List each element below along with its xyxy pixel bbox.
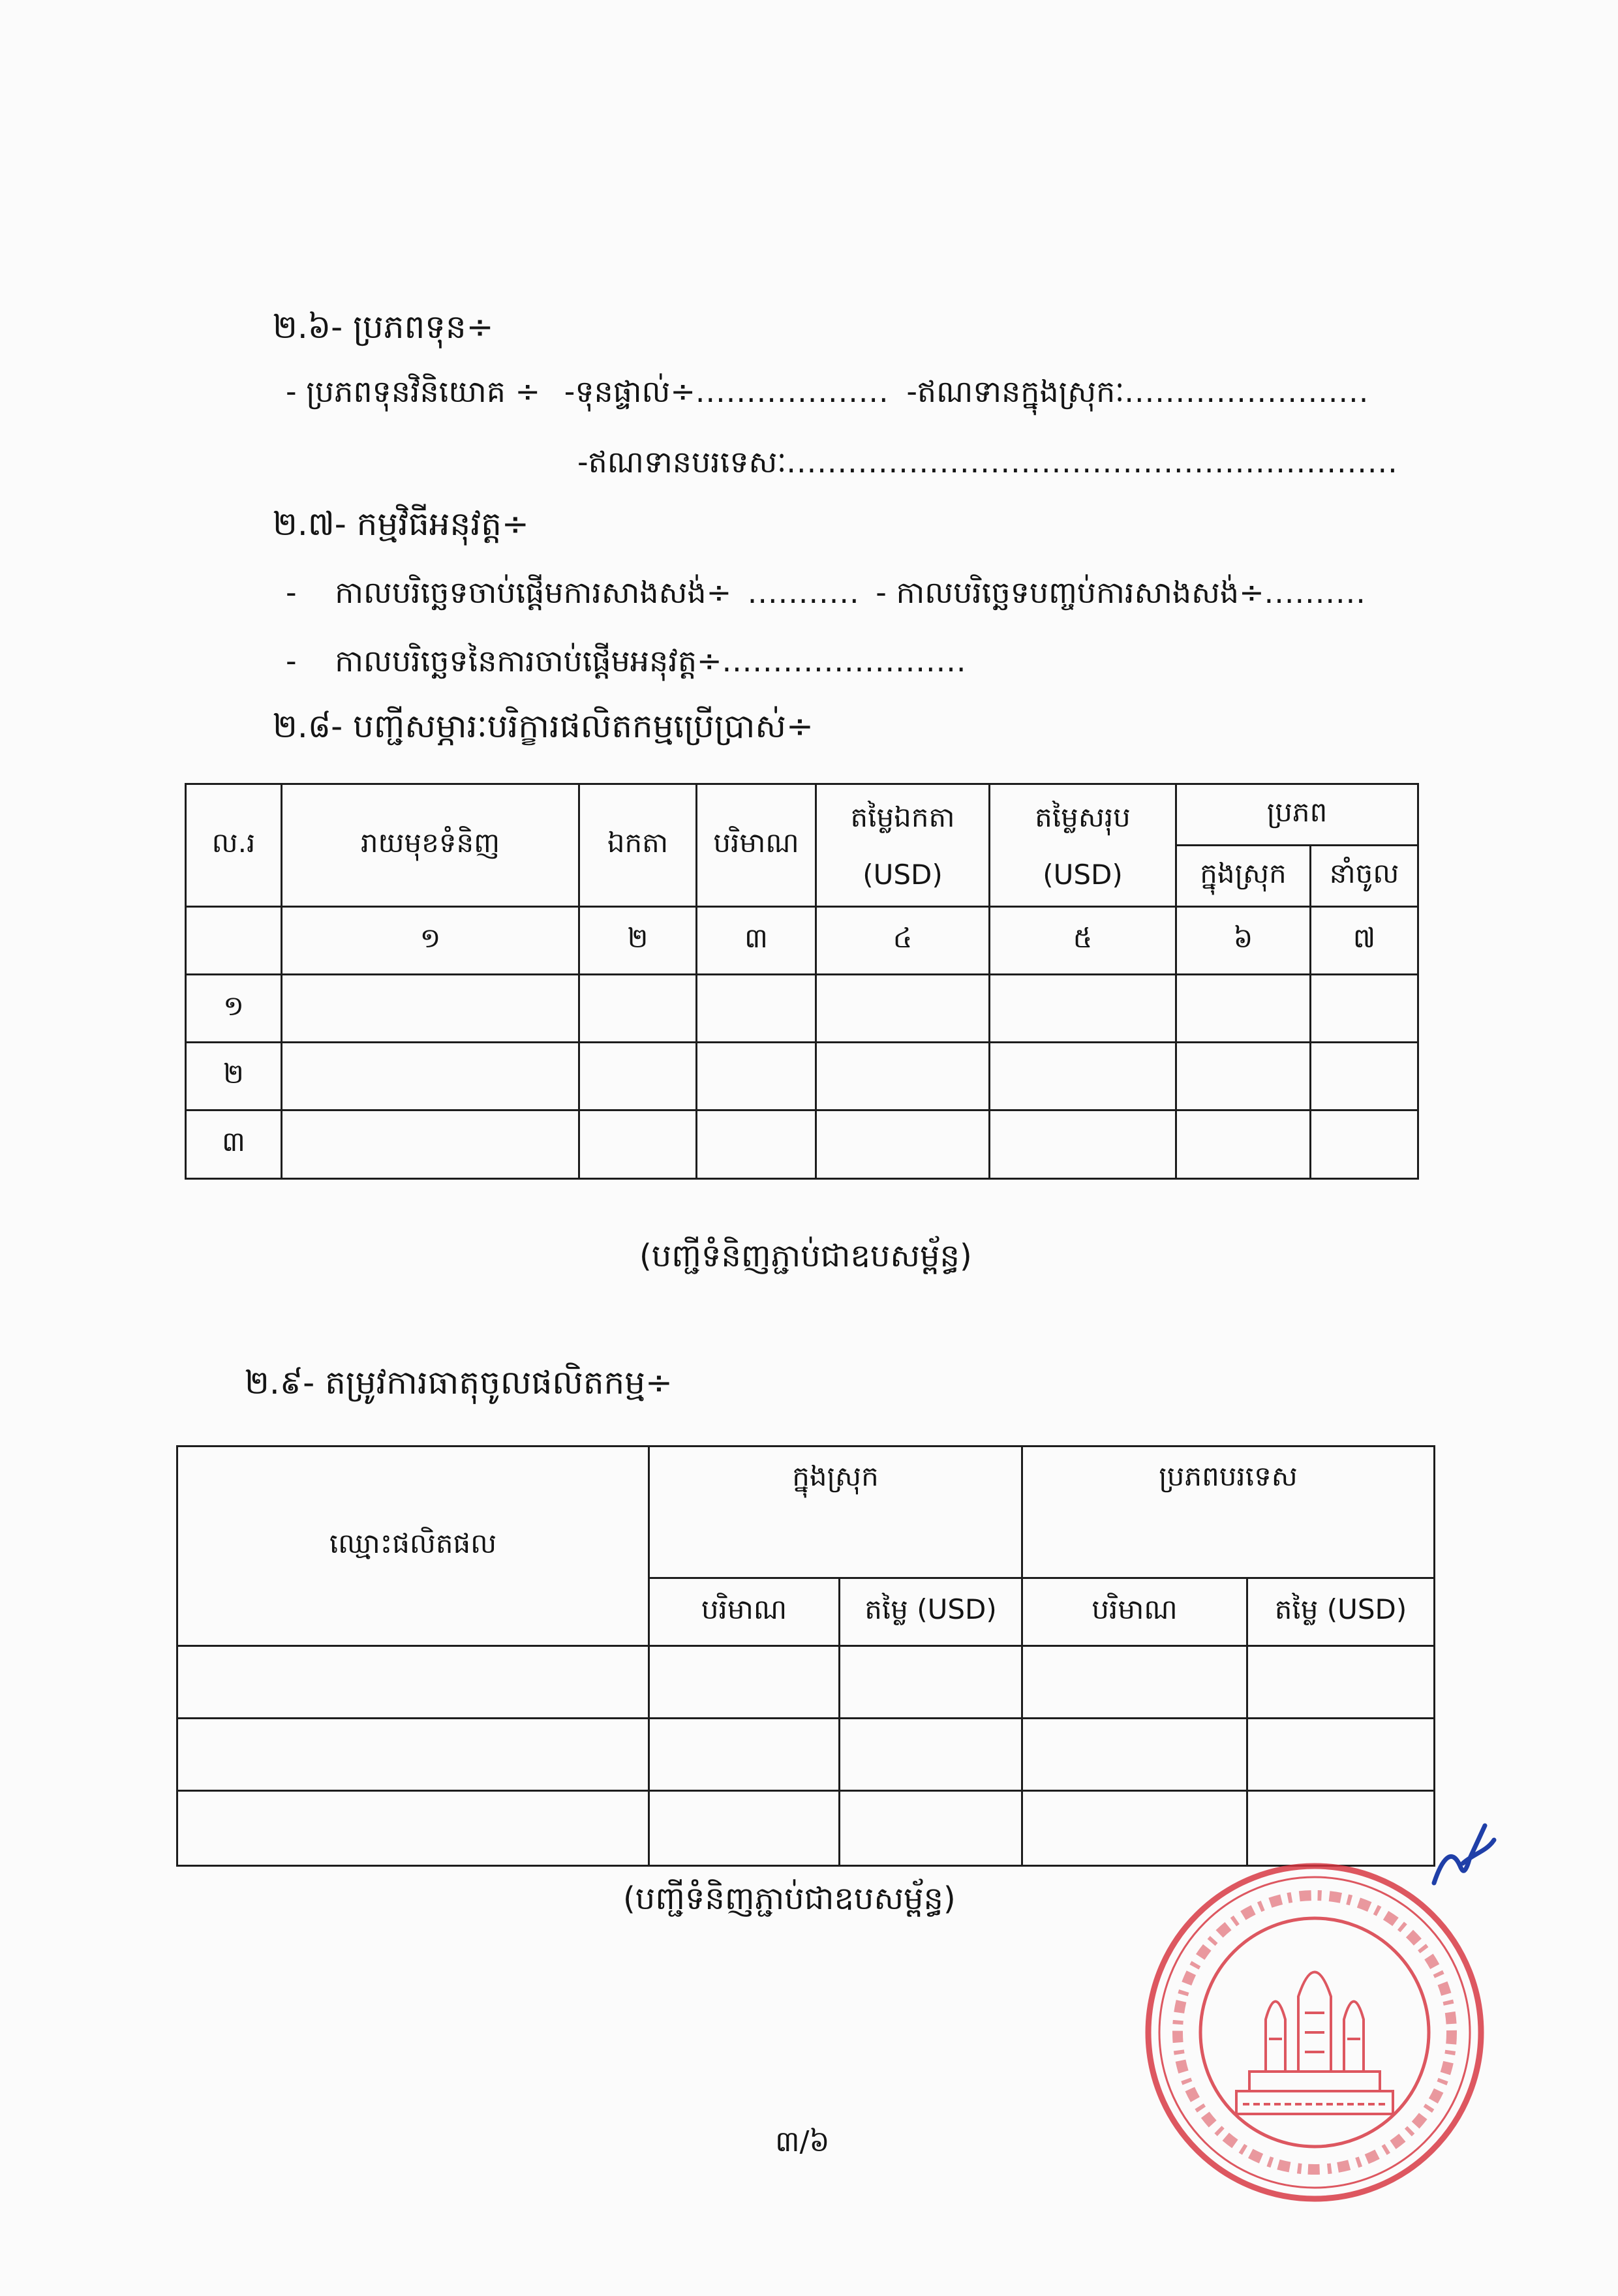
product-name-cell[interactable] — [177, 1791, 649, 1866]
operation-start-label: កាលបរិច្ឆេទនៃការចាប់ផ្តើមអនុវត្ត÷ — [335, 643, 722, 679]
column-number-cell: ៦ — [1176, 907, 1311, 975]
construction-end-field[interactable]: .......... — [1264, 575, 1366, 610]
table-row — [186, 1110, 1418, 1179]
investment-source-label: - ប្រភពទុនវិនិយោគ ÷ — [286, 374, 541, 409]
column-number-row — [186, 907, 1418, 975]
page-number: ៣/៦ — [775, 2125, 830, 2158]
construction-dates-row — [286, 574, 1366, 618]
quantity-cell[interactable] — [697, 975, 816, 1043]
domestic-loan-label: -ឥណទានក្នុងស្រុកៈ — [906, 374, 1125, 409]
section-2-6-heading: ២.៦- ប្រភពទុន÷ — [273, 308, 494, 346]
section-2-7-heading: ២.៧- កម្មវិធីអនុវត្ត÷ — [273, 505, 529, 543]
unit-price-label: តម្លៃឯកតា — [850, 801, 955, 833]
foreign-quantity-cell[interactable] — [1022, 1719, 1247, 1791]
foreign-price-cell[interactable] — [1247, 1719, 1435, 1791]
unit-cell[interactable] — [579, 1110, 697, 1179]
table-row — [177, 1719, 1435, 1791]
column-number-cell: ៧ — [1311, 907, 1418, 975]
unit-price-cell[interactable] — [816, 1043, 990, 1110]
column-number-cell: ៥ — [990, 907, 1176, 975]
section-2-9-heading: ២.៩- តម្រូវការធាតុចូលផលិតកម្ម÷ — [245, 1364, 673, 1401]
description-cell[interactable] — [282, 1043, 579, 1110]
unit-price-cell[interactable] — [816, 1110, 990, 1179]
foreign-loan-row — [577, 444, 1398, 487]
domestic-quantity-cell[interactable] — [649, 1646, 840, 1719]
table-row — [186, 975, 1418, 1043]
section-2-8-heading: ២.៨- បញ្ជីសម្ភារៈបរិក្ខារផលិតកម្មប្រើប្រាស់÷ — [273, 707, 814, 745]
total-price-cell[interactable] — [990, 1043, 1176, 1110]
foreign-quantity-cell[interactable] — [1022, 1791, 1247, 1866]
domestic-price-cell[interactable] — [840, 1646, 1022, 1719]
bullet-dash: - — [286, 575, 297, 610]
total-price-cell[interactable] — [990, 975, 1176, 1043]
column-number-cell — [186, 907, 282, 975]
header-quantity: បរិមាណ — [697, 784, 816, 907]
row-number-cell: ១ — [186, 975, 282, 1043]
operation-start-row — [286, 643, 967, 686]
unit-cell[interactable] — [579, 1043, 697, 1110]
operation-start-field[interactable]: ........................ — [722, 643, 967, 679]
row-number-cell: ៣ — [186, 1110, 282, 1179]
own-capital-field[interactable]: ................... — [695, 374, 889, 409]
total-price-currency: (USD) — [1043, 859, 1123, 891]
header-foreign-price: តម្លៃ (USD) — [1247, 1578, 1435, 1646]
domestic-cell[interactable] — [1176, 1110, 1311, 1179]
unit-cell[interactable] — [579, 975, 697, 1043]
domestic-price-cell[interactable] — [840, 1791, 1022, 1866]
quantity-cell[interactable] — [697, 1043, 816, 1110]
import-cell[interactable] — [1311, 975, 1418, 1043]
header-product-name: ឈ្មោះផលិតផល — [177, 1446, 649, 1646]
equipment-table-caption: (បញ្ជីទំនិញភ្ជាប់ជាឧបសម្ព័ន្ធ) — [639, 1238, 972, 1274]
header-unit-price — [816, 784, 990, 907]
import-cell[interactable] — [1311, 1110, 1418, 1179]
header-source-domestic: ក្នុងស្រុក — [1176, 846, 1311, 907]
domestic-cell[interactable] — [1176, 975, 1311, 1043]
foreign-loan-field[interactable]: ............................................................ — [786, 444, 1398, 480]
header-domestic-quantity: បរិមាណ — [649, 1578, 840, 1646]
domestic-quantity-cell[interactable] — [649, 1791, 840, 1866]
signature-icon — [1422, 1820, 1501, 1892]
unit-price-currency: (USD) — [862, 859, 943, 891]
product-name-cell[interactable] — [177, 1646, 649, 1719]
table-row — [177, 1646, 1435, 1719]
domestic-quantity-cell[interactable] — [649, 1719, 840, 1791]
construction-start-field[interactable]: ........... — [747, 575, 860, 610]
column-number-cell: ១ — [282, 907, 579, 975]
production-table-caption: (បញ្ជីទំនិញភ្ជាប់ជាឧបសម្ព័ន្ធ) — [623, 1880, 956, 1917]
table-row — [186, 1043, 1418, 1110]
header-total-price — [990, 784, 1176, 907]
column-number-cell: ៤ — [816, 907, 990, 975]
investment-source-row — [286, 373, 1369, 417]
foreign-loan-label: -ឥណទានបរទេសៈ — [577, 444, 787, 480]
foreign-price-cell[interactable] — [1247, 1646, 1435, 1719]
total-price-label: តម្លៃសរុប — [1035, 801, 1131, 833]
domestic-price-cell[interactable] — [840, 1719, 1022, 1791]
equipment-table — [185, 783, 1419, 1180]
table-row — [177, 1791, 1435, 1866]
header-description: រាយមុខទំនិញ — [282, 784, 579, 907]
total-price-cell[interactable] — [990, 1110, 1176, 1179]
construction-start-label: កាលបរិច្ឆេទចាប់ផ្តើមការសាងសង់÷ — [335, 575, 732, 610]
header-foreign-quantity: បរិមាណ — [1022, 1578, 1247, 1646]
unit-price-cell[interactable] — [816, 975, 990, 1043]
import-cell[interactable] — [1311, 1043, 1418, 1110]
header-domestic-price: តម្លៃ (USD) — [840, 1578, 1022, 1646]
quantity-cell[interactable] — [697, 1110, 816, 1179]
column-number-cell: ២ — [579, 907, 697, 975]
construction-end-label: - កាលបរិច្ឆេទបញ្ចប់ការសាងសង់÷ — [876, 575, 1264, 610]
official-stamp-icon — [1138, 1856, 1491, 2209]
header-unit: ឯកតា — [579, 784, 697, 907]
own-capital-label: -ទុនផ្ទាល់÷ — [564, 374, 695, 409]
header-foreign: ប្រភពបរទេស — [1022, 1446, 1435, 1578]
production-input-table — [176, 1445, 1435, 1867]
product-name-cell[interactable] — [177, 1719, 649, 1791]
column-number-cell: ៣ — [697, 907, 816, 975]
header-source-import: នាំចូល — [1311, 846, 1418, 907]
header-source: ប្រភព — [1176, 784, 1418, 846]
row-number-cell: ២ — [186, 1043, 282, 1110]
description-cell[interactable] — [282, 1110, 579, 1179]
domestic-loan-field[interactable]: ........................ — [1124, 374, 1369, 409]
domestic-cell[interactable] — [1176, 1043, 1311, 1110]
header-domestic: ក្នុងស្រុក — [649, 1446, 1022, 1578]
header-no: ល.រ — [186, 784, 282, 907]
description-cell[interactable] — [282, 975, 579, 1043]
bullet-dash: - — [286, 643, 297, 679]
foreign-price-cell[interactable] — [1247, 1791, 1435, 1866]
foreign-quantity-cell[interactable] — [1022, 1646, 1247, 1719]
